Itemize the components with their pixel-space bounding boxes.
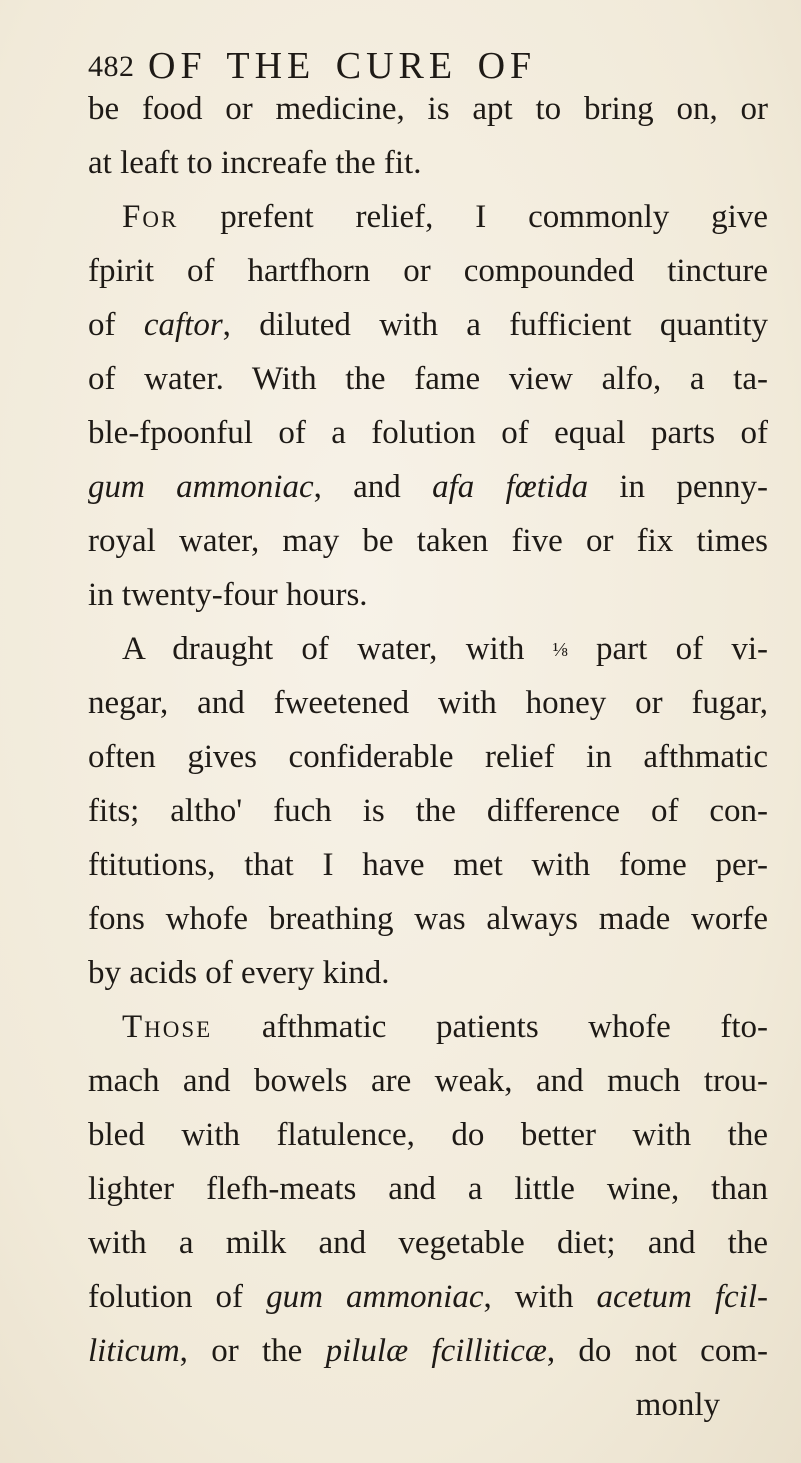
running-head: OF THE CURE OF [148, 45, 537, 87]
text-line [88, 82, 768, 136]
text-segment: fons whofe breathing was always made worfe [88, 901, 768, 937]
text-segment: ftitutions, that I have met with fome per- [88, 847, 768, 883]
text-line [88, 244, 768, 298]
text-segment: fits; altho' fuch is the difference of con- [88, 793, 768, 829]
text-line [88, 352, 768, 406]
text-line [88, 892, 768, 946]
text-segment: pilulæ fcilliticæ [325, 1333, 547, 1369]
text-segment: by acids of every kind. [88, 955, 390, 991]
text-line [88, 1270, 768, 1324]
text-line [88, 1108, 768, 1162]
text-line [88, 730, 768, 784]
text-segment: afthmatic patients whofe fto- [212, 1009, 768, 1045]
text-line [88, 460, 768, 514]
page-number: 482 [88, 50, 135, 83]
text-segment: at leaft to increafe the fit. [88, 145, 422, 181]
text-line [88, 838, 768, 892]
text-segment: be food or medicine, is apt to bring on, or [88, 91, 768, 127]
text-segment: fpirit of hartfhorn or compounded tincture [88, 253, 768, 289]
text-line [88, 514, 768, 568]
text-segment: with a milk and vegetable diet; and the [88, 1225, 768, 1261]
text-segment: mach and bowels are weak, and much trou- [88, 1063, 768, 1099]
text-line [88, 1000, 768, 1054]
text-line [88, 676, 768, 730]
text-line [88, 190, 768, 244]
text-segment: liticum [88, 1333, 180, 1369]
text-line [88, 622, 768, 676]
text-segment: folution of [88, 1279, 267, 1315]
text-segment: caftor [143, 307, 223, 343]
text-segment: ⅛ [552, 639, 568, 661]
text-segment: For [122, 199, 179, 235]
text-segment: prefent relief, I commonly give [178, 199, 768, 235]
text-line [88, 568, 768, 622]
text-segment: negar, and fweetened with honey or fugar, [88, 685, 768, 721]
text-segment: gum ammoniac [266, 1279, 484, 1315]
text-segment: Those [122, 1009, 213, 1045]
text-segment: A draught of water, with [122, 631, 553, 667]
text-segment: often gives confiderable relief in afthmatic [88, 739, 768, 775]
text-segment: , or the [179, 1333, 326, 1369]
text-segment: afa fœtida [432, 469, 589, 505]
text-line [88, 1324, 768, 1378]
text-segment: ble-fpoonful of a folution of equal parts of [88, 415, 768, 451]
body-text [88, 82, 768, 1432]
text-segment: gum ammoniac [88, 469, 314, 505]
text-line [88, 298, 768, 352]
text-line [88, 136, 768, 190]
text-segment: of water. With the fame view alfo, a ta- [88, 361, 768, 397]
text-segment: , with [483, 1279, 597, 1315]
text-segment: acetum fcil- [596, 1279, 769, 1315]
text-segment: , diluted with a fufficient quantity [222, 307, 768, 343]
text-segment: lighter flefh-meats and a little wine, than [88, 1171, 768, 1207]
text-segment: part of vi- [567, 631, 769, 667]
text-line [88, 784, 768, 838]
text-segment: of [88, 307, 144, 343]
text-segment: royal water, may be taken five or fix times [88, 523, 768, 559]
text-segment: bled with flatulence, do better with the [88, 1117, 768, 1153]
text-segment: , do not com- [546, 1333, 768, 1369]
text-segment: , and [313, 469, 433, 505]
text-line [88, 1054, 768, 1108]
text-segment: in twenty-four hours. [88, 577, 368, 613]
text-line [88, 1216, 768, 1270]
text-line [88, 1162, 768, 1216]
catchword: monly [635, 1387, 720, 1423]
text-line [88, 946, 768, 1000]
text-segment: in penny- [588, 469, 768, 505]
text-line [88, 406, 768, 460]
